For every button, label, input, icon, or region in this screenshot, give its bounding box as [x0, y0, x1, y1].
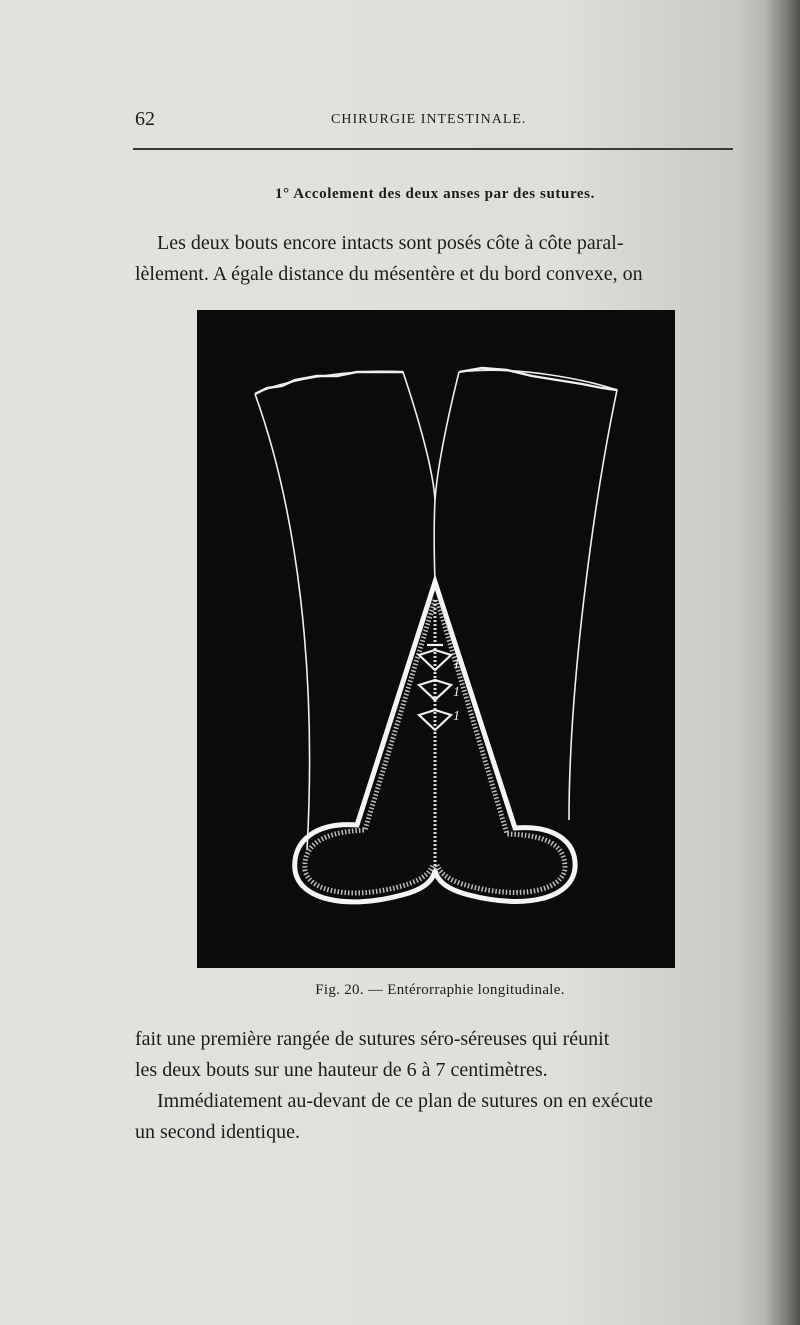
suture-label: 1 — [453, 709, 460, 724]
running-head: CHIRURGIE INTESTINALE. — [331, 112, 527, 127]
paragraph-continuation — [135, 1024, 733, 1148]
page-header — [135, 108, 735, 136]
paragraph-line: Immédiatement au-devant de ce plan de sutures on en exécute — [157, 1090, 653, 1112]
suture-label: 1 — [453, 657, 460, 672]
paragraph-line: lèlement. A égale distance du mésentère et du bord convexe, on — [135, 263, 643, 285]
header-rule — [133, 148, 733, 150]
paragraph-line: les deux bouts sur une hauteur de 6 à 7 centimètres. — [135, 1059, 548, 1081]
paragraph-line: un second identique. — [135, 1121, 300, 1143]
figure-caption: Fig. 20. — Entérorraphie longitudinale. — [315, 982, 565, 998]
suture-labels — [453, 657, 460, 724]
paragraph-line: Les deux bouts encore intacts sont posés côte à côte paral- — [157, 232, 624, 254]
paragraph-line: fait une première rangée de sutures séro-séreuses qui réunit — [135, 1028, 610, 1050]
right-loop-outline — [435, 370, 617, 820]
torn-edge-left — [255, 372, 403, 394]
section-title: 1° Accolement des deux anses par des sutures. — [275, 186, 595, 202]
torn-edge-right — [459, 368, 617, 390]
paragraph-intro — [135, 228, 733, 290]
left-loop-outline — [255, 371, 435, 850]
page-number: 62 — [135, 108, 155, 130]
figure-enterorrhaphy — [197, 310, 675, 968]
suture-label: 1 — [453, 685, 460, 700]
figure-illustration — [197, 310, 675, 968]
